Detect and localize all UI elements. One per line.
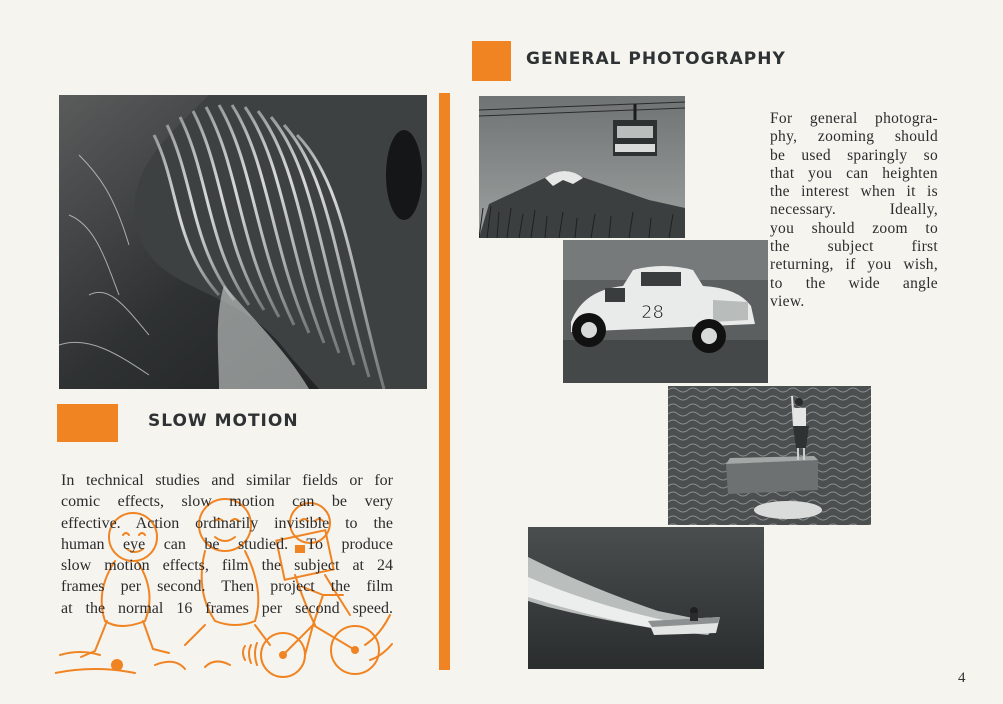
text-line: effective. Action ordinarily invisible to the [61,514,393,532]
race-car-photo [563,240,768,383]
slow-motion-accent-block [57,404,118,442]
speedboat-photo [528,527,764,669]
text-line: you should zoom to [770,219,938,237]
text-line: phy, zooming should [770,128,938,146]
text-line: comic effects, slow motion can be very [61,493,393,511]
text-line: returning, if you wish, [770,256,938,274]
text-line: at the normal 16 frames per second speed. [61,599,393,617]
text-line: slow motion effects, film the subject at 24 [61,557,393,575]
slow-motion-heading: SLOW MOTION [148,411,299,431]
text-line: be used sparingly so [770,146,938,164]
text-line: human eye can be studied. To produce [61,535,393,553]
page-divider [439,93,450,670]
general-photography-accent-block [472,41,511,81]
text-line: view. [770,292,805,310]
text-line: to the wide angle [770,274,938,292]
text-line: frames per second. Then project the film [61,578,393,596]
text-line: In technical studies and similar fields or for [61,472,393,489]
text-line: necessary. Ideally, [770,201,938,219]
slow-motion-photo [59,95,427,389]
slow-motion-body [61,470,393,619]
general-photography-body [770,110,938,311]
cable-car-mountain-photo [479,96,685,238]
car-number-label: 28 [641,302,664,323]
text-line: that you can heighten [770,164,938,182]
general-photography-heading: GENERAL PHOTOGRAPHY [526,49,786,69]
text-line: the subject first [770,238,938,256]
page-number: 4 [958,670,966,686]
text-line: For general photogra- [770,110,938,127]
text-line: the interest when it is [770,183,938,201]
water-platform-photo [668,386,871,525]
